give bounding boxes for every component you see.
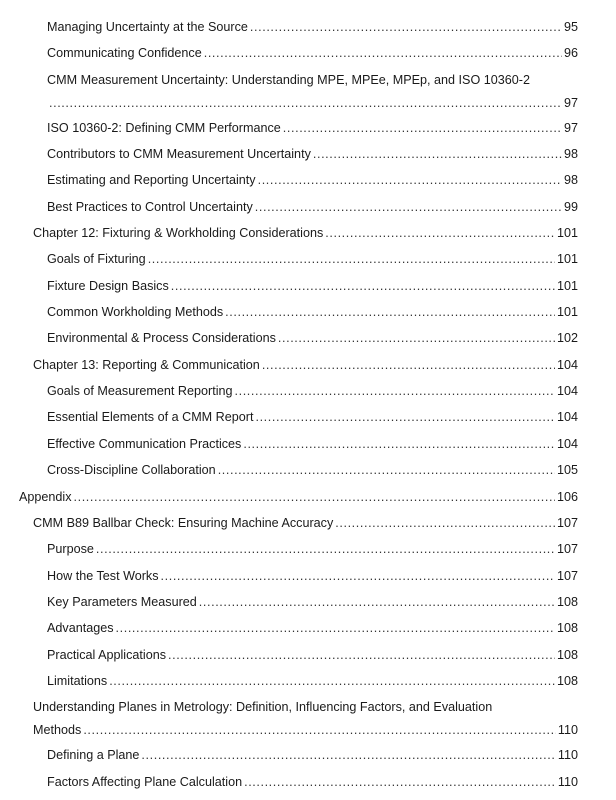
toc-entry-title: Practical Applications: [47, 647, 167, 662]
toc-entry[interactable]: [0, 326, 616, 352]
dot-leader: [199, 594, 555, 611]
toc-entry-title: CMM Measurement Uncertainty: Understanding MPE, MPEe, MPEp, and ISO 10360-2: [47, 72, 530, 87]
toc-entry-title: Contributors to CMM Measurement Uncertainty: [47, 147, 311, 162]
dot-leader: [258, 172, 562, 189]
toc-entry[interactable]: [0, 616, 616, 642]
toc-entry-title: Best Practices to Control Uncertainty: [47, 199, 253, 214]
toc-entry[interactable]: [0, 590, 616, 616]
toc-page-number: 110: [557, 774, 578, 789]
dot-leader: [255, 199, 562, 216]
toc-entry-title: Purpose: [47, 542, 94, 557]
dot-leader: [83, 722, 556, 739]
dot-leader: [262, 357, 555, 374]
dot-leader: [283, 120, 562, 137]
dot-leader: [278, 330, 555, 347]
toc-page-number: 97: [563, 95, 578, 110]
toc-entry-title: Factors Affecting Plane Calculation: [47, 774, 243, 789]
toc-page-number: 102: [556, 331, 578, 346]
toc-entry-title: Advantages: [47, 621, 114, 636]
toc-entry-title: Fixture Design Basics: [47, 278, 169, 293]
toc-entry[interactable]: [0, 221, 616, 247]
toc-entry[interactable]: [0, 41, 616, 67]
toc-entry[interactable]: [0, 247, 616, 273]
toc-page-number: 104: [556, 410, 578, 425]
toc-page-number: 96: [563, 46, 578, 61]
table-of-contents: [0, 15, 616, 796]
toc-page-number: 97: [563, 120, 578, 135]
dot-leader: [148, 251, 555, 268]
toc-entry-title: Defining a Plane: [47, 748, 140, 763]
dot-leader: [218, 462, 555, 479]
toc-entry-title: CMM B89 Ballbar Check: Ensuring Machine Accuracy: [33, 515, 334, 530]
dot-leader: [96, 541, 555, 558]
toc-page-number: 101: [556, 278, 578, 293]
dot-leader: [255, 409, 555, 426]
toc-page-number: 101: [556, 305, 578, 320]
toc-entry[interactable]: [0, 353, 616, 379]
dot-leader: [335, 515, 555, 532]
toc-entry-title: Chapter 13: Reporting & Communication: [33, 357, 260, 372]
dot-leader: [235, 383, 555, 400]
toc-page-number: 106: [556, 489, 578, 504]
toc-entry[interactable]: [0, 195, 616, 221]
toc-page-number: 110: [557, 748, 578, 763]
dot-leader: [243, 436, 555, 453]
dot-leader: [141, 747, 556, 764]
toc-entry[interactable]: [0, 669, 616, 695]
toc-entry[interactable]: [0, 564, 616, 590]
toc-entry[interactable]: [0, 168, 616, 194]
toc-page-number: 107: [556, 542, 578, 557]
dot-leader: [168, 647, 555, 664]
toc-page-number: 108: [556, 621, 578, 636]
toc-entry[interactable]: [0, 432, 616, 458]
toc-page-number: 108: [556, 594, 578, 609]
toc-entry-title: Goals of Measurement Reporting: [47, 384, 233, 399]
toc-page-number: 95: [563, 20, 578, 34]
toc-entry[interactable]: [0, 511, 616, 537]
toc-entry[interactable]: [0, 770, 616, 796]
toc-page-number: 101: [556, 226, 578, 241]
toc-entry-title-cont: Methods: [33, 723, 82, 738]
toc-entry-title: Key Parameters Measured: [47, 594, 197, 609]
toc-entry-title: Cross-Discipline Collaboration: [47, 463, 216, 478]
toc-page-number: 107: [556, 515, 578, 530]
dot-leader: [225, 304, 555, 321]
toc-entry[interactable]: [0, 405, 616, 431]
toc-entry[interactable]: [0, 116, 616, 142]
toc-entry-title: Chapter 12: Fixturing & Workholding Considerations: [33, 226, 324, 241]
dot-leader: [49, 95, 562, 112]
toc-page-number: 98: [563, 173, 578, 188]
dot-leader: [250, 19, 562, 36]
toc-entry[interactable]: [0, 379, 616, 405]
toc-page-number: 107: [556, 568, 578, 583]
dot-leader: [204, 45, 562, 62]
dot-leader: [171, 278, 555, 295]
toc-page-number: 101: [556, 252, 578, 267]
toc-entry-title: Effective Communication Practices: [47, 436, 242, 451]
dot-leader: [109, 673, 555, 690]
toc-entry-title: Managing Uncertainty at the Source: [47, 20, 248, 34]
toc-page-number: 110: [557, 723, 578, 738]
toc-entry-title: Limitations: [47, 673, 108, 688]
toc-page-number: 104: [556, 357, 578, 372]
dot-leader: [244, 774, 556, 791]
toc-entry-title: Communicating Confidence: [47, 46, 202, 61]
toc-entry-title: How the Test Works: [47, 568, 159, 583]
toc-entry[interactable]: [0, 537, 616, 563]
toc-entry[interactable]: [0, 142, 616, 168]
toc-entry-title: Essential Elements of a CMM Report: [47, 410, 254, 425]
toc-entry-title: Estimating and Reporting Uncertainty: [47, 173, 256, 188]
toc-page-number: 104: [556, 384, 578, 399]
toc-entry[interactable]: [0, 274, 616, 300]
toc-page-number: 99: [563, 199, 578, 214]
toc-entry[interactable]: [0, 485, 616, 511]
toc-entry[interactable]: [0, 743, 616, 769]
dot-leader: [161, 568, 555, 585]
toc-entry-title: Goals of Fixturing: [47, 252, 146, 267]
toc-page-number: 98: [563, 147, 578, 162]
toc-entry[interactable]: [0, 300, 616, 326]
toc-entry-title: Appendix: [19, 489, 72, 504]
dot-leader: [116, 620, 555, 637]
toc-entry[interactable]: [0, 15, 616, 41]
toc-page-number: 108: [556, 673, 578, 688]
toc-page-number: 105: [556, 463, 578, 478]
toc-entry-title: Environmental & Process Considerations: [47, 331, 276, 346]
toc-entry[interactable]: [0, 643, 616, 669]
toc-entry-title: Understanding Planes in Metrology: Definition, Influencing Factors, and Evaluation: [33, 700, 493, 715]
toc-entry-title: Common Workholding Methods: [47, 305, 224, 320]
toc-entry-title: ISO 10360-2: Defining CMM Performance: [47, 120, 281, 135]
toc-page-number: 104: [556, 436, 578, 451]
toc-entry[interactable]: [0, 68, 616, 116]
toc-entry[interactable]: [0, 695, 616, 743]
dot-leader: [313, 146, 562, 163]
dot-leader: [74, 489, 555, 506]
toc-page-number: 108: [556, 647, 578, 662]
dot-leader: [325, 225, 555, 242]
toc-entry[interactable]: [0, 458, 616, 484]
